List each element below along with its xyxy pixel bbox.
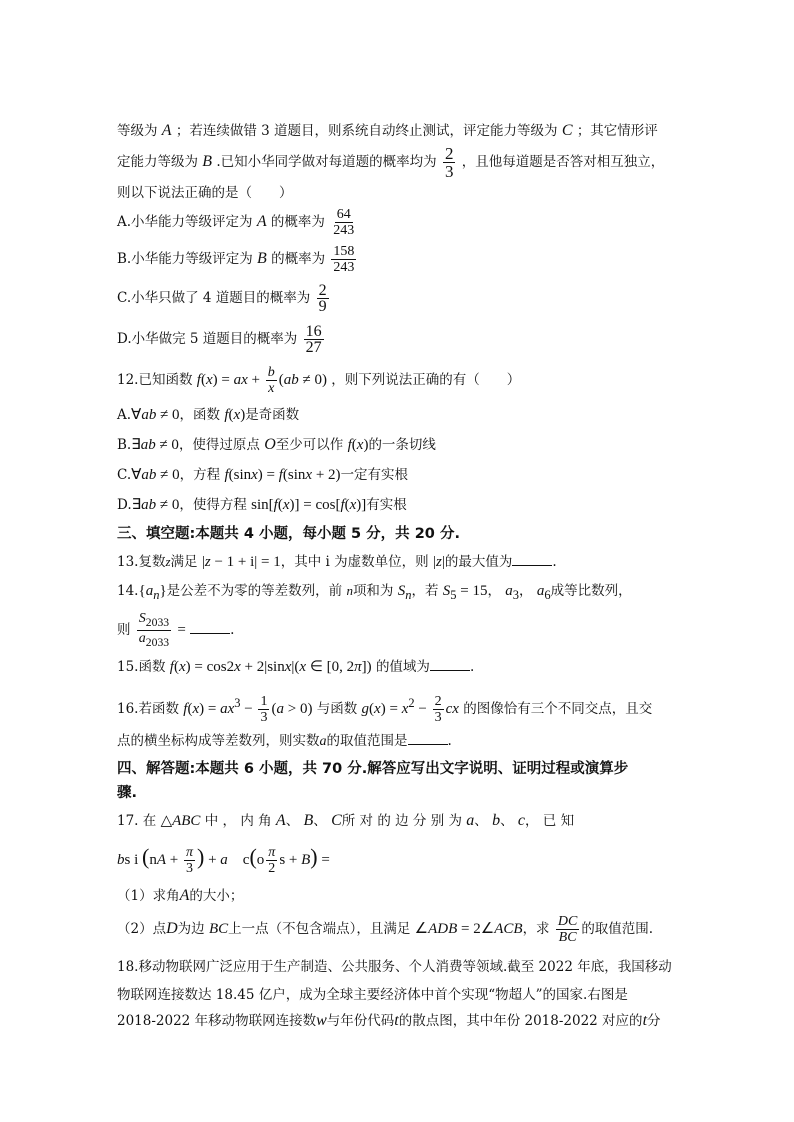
prob-fraction: $\frac{2}{3}$ <box>444 144 454 181</box>
q17-formula: bs i (nA + $\frac{\pi}{3}$ ) + a c(o $\frac{\pi}{2}$ s + B) = <box>117 844 330 877</box>
exam-page <box>117 120 679 1034</box>
q15: 15.函数 f(x) = cos2x + 2|sinx|(x ∈ [0, 2π]) 的值域为 . <box>117 659 475 675</box>
q12-stem: 12.已知函数 f(x) = ax + $\frac{b}{x}$ (ab ≠ 0) ，则下列说法正确的有（ ） <box>117 365 521 397</box>
q17-part2: （2）点D为边 BC上一点（不包含端点），且满足 ∠ADB = 2∠ACB，求 $\frac{DC}{BC}$ 的取值范围. <box>117 914 654 945</box>
q12-option-c: C.∀ab ≠ 0，方程 f(sinx) = f(sinx + 2)一定有实根 <box>117 467 409 483</box>
q11-line2: 定能力等级为 B .已知小华同学做对每道题的概率均为 $\frac{2}{3}$ ，且他每道题是否答对相互独立， <box>117 144 665 181</box>
q18-line3: 2018-2022 年移动物联网连接数w与年份代码t的散点图，其中年份 2018-2022 对应的t分 <box>117 1012 661 1029</box>
q12-option-b: B.∃ab ≠ 0，使得过原点 O至少可以作 f(x)的一条切线 <box>117 436 436 453</box>
q11-option-b: B.小华能力等级评定为 B 的概率为 $\frac{158}{243}$ <box>117 244 355 275</box>
section-3-heading: 三、填空题:本题共 4 小题，每小题 5 分，共 20 分. <box>117 526 460 542</box>
answer-blank <box>190 621 230 634</box>
q14-line1: $14.\{a_n\}$是公差不为零的等差数列，前 n项和为 $S_n$，若 $S_5 = 15$， $a_3$， $a_6$成等比数列， <box>117 583 632 602</box>
level-a: A <box>161 122 172 139</box>
q12-option-d: D.∃ab ≠ 0，使得方程 sin[f(x)] = cos[f(x)]有实根 <box>117 497 407 513</box>
q11-option-d: D.小华做完 5 道题目的概率为 $\frac{16}{27}$ <box>117 323 322 356</box>
answer-blank <box>512 553 552 566</box>
q13: 13.复数z满足 |z − 1 + i| = 1，其中 i 为虚数单位，则 |z|的最大值为 . <box>117 554 557 570</box>
q17-part1: （1）求角A的大小； <box>117 887 244 904</box>
level-c: C <box>561 122 573 139</box>
q18-line2: 物联网连接数达 18.45 亿户，成为全球主要经济体中首个实现“物超人”的国家.右图是 <box>117 987 628 1003</box>
section-4-heading-cont: 骤. <box>117 785 138 801</box>
answer-blank <box>408 732 448 745</box>
q11-line1: 等级为 A ；若连续做错 3 道题目，则系统自动终止测试，评定能力等级为 C ；其它情形评 <box>117 122 658 139</box>
section-4-heading: 四、解答题:本题共 6 小题，共 70 分.解答应写出文字说明、证明过程或演算步 <box>117 761 629 777</box>
q16-line1: 16.若函数 $f(x) = ax^3$ − $\frac{1}{3}$ (a > 0) 与函数 $g(x) = x^2$ − $\frac{2}{3}$ cx 的图像恰有三个不同交点，且交 <box>117 694 653 726</box>
q14-line2: 则 $\frac{S_{2033}}{a_{2033}}$ = . <box>117 611 235 649</box>
q18-line1: 18.移动物联网广泛应用于生产制造、公共服务、个人消费等领域.截至 2022 年底，我国移动 <box>117 959 672 975</box>
q11-option-a: A.小华能力等级评定为 A 的概率为 $\frac{64}{243}$ <box>117 207 355 238</box>
q17-line1: 17. 在 △ABC 中 ， 内 角 A、 B、 C所 对 的 边 分 别 为 a、 b、 c， 已 知 <box>117 812 575 829</box>
q12-option-a: A.∀ab ≠ 0，函数 f(x)是奇函数 <box>117 407 300 423</box>
q12-function: f(x) = ax + $\frac{b}{x}$ (ab ≠ 0) <box>196 365 327 397</box>
q16-line2: 点的横坐标构成等差数列，则实数a的取值范围是 . <box>117 733 452 749</box>
q11-line3: 则以下说法正确的是（ ） <box>117 185 293 201</box>
q11-option-c: C.小华只做了 4 道题目的概率为 $\frac{2}{9}$ <box>117 282 327 315</box>
level-b: B <box>202 153 213 170</box>
answer-blank <box>430 658 470 671</box>
